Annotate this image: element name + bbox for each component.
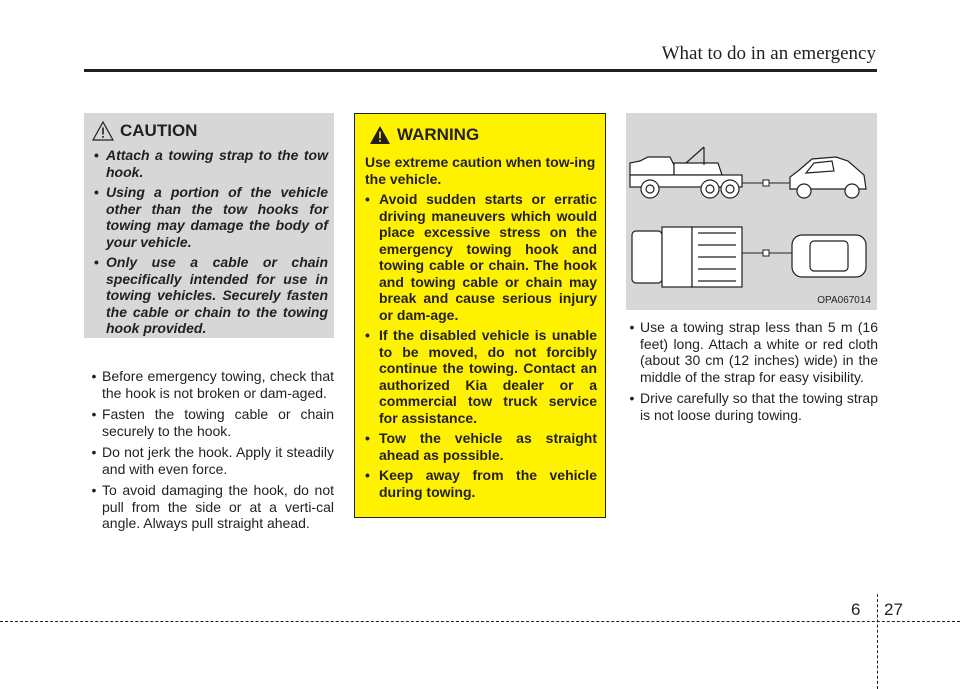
tow-truck-top-icon bbox=[632, 227, 742, 287]
page-number: 27 bbox=[884, 600, 903, 619]
chapter-number: 6 bbox=[851, 600, 861, 619]
list-item: • Use a towing strap less than 5 m (16 feet) long. Attach a white or red cloth (about 30 cm (12 inches) wide) in the middle of the strap for easy visibility. bbox=[624, 319, 878, 385]
warning-triangle-icon bbox=[92, 121, 114, 141]
list-item: • To avoid damaging the hook, do not pull from the side or at a verti-cal angle. Always pull straight ahead. bbox=[86, 482, 334, 532]
warning-title: WARNING bbox=[397, 125, 480, 144]
warning-item: • Avoid sudden starts or erratic driving maneuvers which would place excessive stress on the emergency towing hook and towing cable or chain. The hook and towing cable or chain may break and cause serious injury or dam-age. bbox=[365, 191, 597, 323]
caution-item: • Attach a towing strap to the tow hook. bbox=[94, 147, 328, 180]
warning-box bbox=[354, 113, 606, 518]
warning-triangle-icon bbox=[369, 125, 391, 145]
caution-item: • Using a portion of the vehicle other than the tow hooks for towing may damage the body of your vehicle. bbox=[94, 184, 328, 250]
caution-list bbox=[84, 147, 334, 337]
warning-intro: Use extreme caution when tow-ing the vehicle. bbox=[365, 154, 596, 187]
caution-title: CAUTION bbox=[120, 121, 198, 140]
tow-truck-side-icon bbox=[630, 147, 742, 198]
warning-heading bbox=[369, 124, 597, 146]
page-header-title: What to do in an emergency bbox=[661, 43, 876, 64]
header-rule bbox=[84, 69, 877, 72]
warning-item: • Tow the vehicle as straight ahead as possible. bbox=[365, 430, 597, 463]
left-bullet-list bbox=[86, 368, 334, 537]
tow-truck-diagram bbox=[626, 113, 877, 310]
figure-code: OPA067014 bbox=[817, 295, 871, 306]
caution-item: • Only use a cable or chain specifically intended for use in towing vehicles. Securely fasten the cable or chain to the towing hook provided. bbox=[94, 254, 328, 337]
list-item: • Before emergency towing, check that the hook is not broken or dam-aged. bbox=[86, 368, 334, 401]
footer-divider bbox=[877, 594, 878, 689]
caution-heading bbox=[92, 121, 334, 141]
list-item: • Fasten the towing cable or chain securely to the hook. bbox=[86, 406, 334, 439]
car-side-icon bbox=[790, 157, 866, 198]
warning-item: • Keep away from the vehicle during towing. bbox=[365, 467, 597, 500]
right-bullet-list bbox=[624, 319, 878, 428]
warning-item: • If the disabled vehicle is unable to be moved, do not forcibly continue the towing. Contact an authorized Kia dealer or a commercial tow truck service for assistance. bbox=[365, 327, 597, 426]
caution-box bbox=[84, 113, 334, 338]
list-item: • Drive carefully so that the towing strap is not loose during towing. bbox=[624, 390, 878, 423]
list-item: • Do not jerk the hook. Apply it steadily and with even force. bbox=[86, 444, 334, 477]
footer-rule bbox=[0, 621, 960, 622]
warning-list bbox=[365, 191, 597, 500]
car-top-icon bbox=[792, 235, 866, 277]
towing-illustration bbox=[626, 113, 877, 310]
